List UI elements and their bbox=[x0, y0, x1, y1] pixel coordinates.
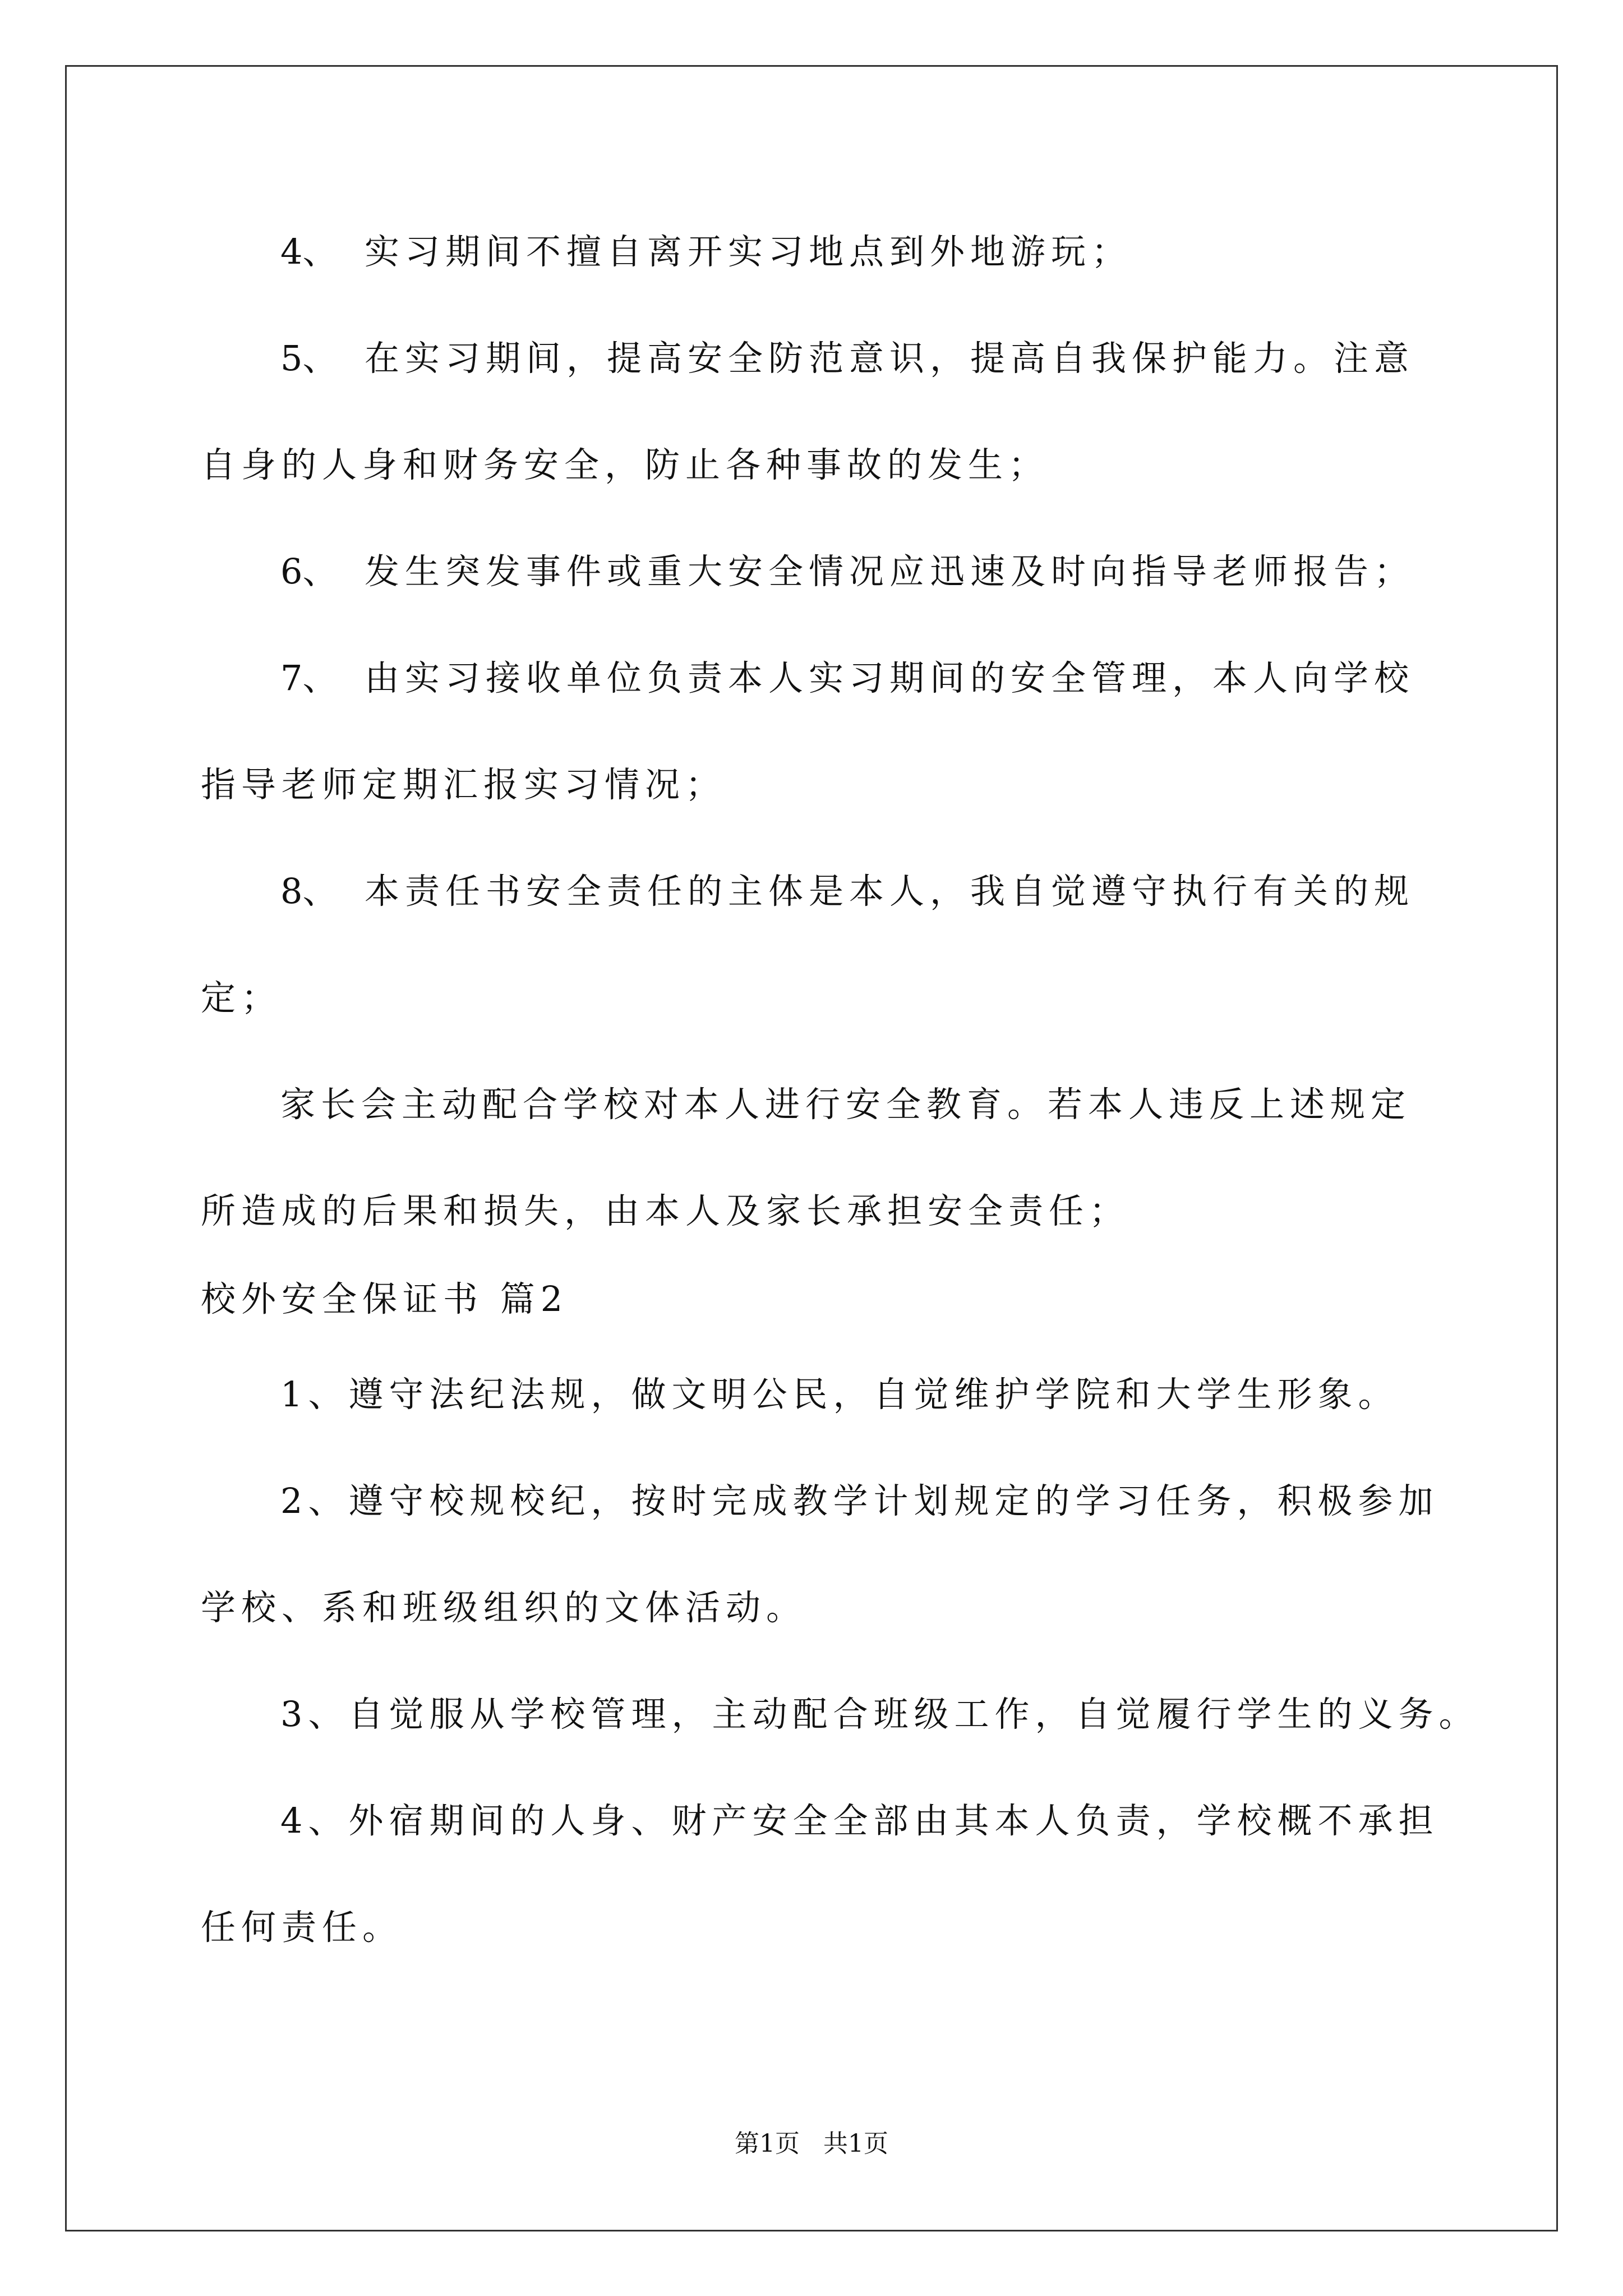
list-item bbox=[280, 551, 1415, 592]
item-number: 7、 bbox=[280, 657, 338, 698]
list-item bbox=[280, 231, 1132, 272]
item-text: 由实习接收单位负责本人实习期间的安全管理，本人向学校 bbox=[365, 657, 1415, 698]
paragraph-line: 2、遵守校规校纪，按时完成教学计划规定的学习任务，积极参加 bbox=[280, 1480, 1439, 1521]
paragraph-line: 4、外宿期间的人身、财产安全全部由其本人负责，学校概不承担 bbox=[280, 1800, 1439, 1841]
item-number: 5、 bbox=[280, 338, 338, 379]
list-item bbox=[280, 657, 1415, 698]
item-text: 发生突发事件或重大安全情况应迅速及时向指导老师报告； bbox=[365, 551, 1415, 592]
text-line: 定； bbox=[201, 977, 282, 1018]
list-item bbox=[280, 871, 1415, 912]
text-line: 任何责任。 bbox=[201, 1907, 403, 1948]
item-text: 在实习期间，提高安全防范意识，提高自我保护能力。注意 bbox=[365, 338, 1415, 379]
text-line: 自身的人身和财务安全，防止各种事故的发生； bbox=[201, 444, 1049, 485]
page-footer: 第1页 共1页 bbox=[735, 2129, 888, 2158]
item-text: 本责任书安全责任的主体是本人，我自觉遵守执行有关的规 bbox=[365, 871, 1415, 912]
text-line: 学校、系和班级组织的文体活动。 bbox=[201, 1587, 807, 1628]
item-text: 实习期间不擅自离开实习地点到外地游玩； bbox=[365, 231, 1132, 272]
paragraph-line: 家长会主动配合学校对本人进行安全教育。若本人违反上述规定 bbox=[280, 1084, 1412, 1125]
item-number: 8、 bbox=[280, 871, 338, 912]
item-number: 6、 bbox=[280, 551, 338, 592]
list-item bbox=[280, 338, 1415, 379]
paragraph-line: 1、遵守法纪法规，做文明公民，自觉维护学院和大学生形象。 bbox=[280, 1374, 1399, 1415]
text-line: 所造成的后果和损失，由本人及家长承担安全责任； bbox=[201, 1190, 1130, 1231]
section-heading: 校外安全保证书 篇2 bbox=[201, 1278, 569, 1319]
item-number: 4、 bbox=[280, 231, 338, 272]
paragraph-line: 3、自觉服从学校管理，主动配合班级工作，自觉履行学生的义务。 bbox=[280, 1694, 1479, 1734]
text-line: 指导老师定期汇报实习情况； bbox=[201, 764, 726, 805]
